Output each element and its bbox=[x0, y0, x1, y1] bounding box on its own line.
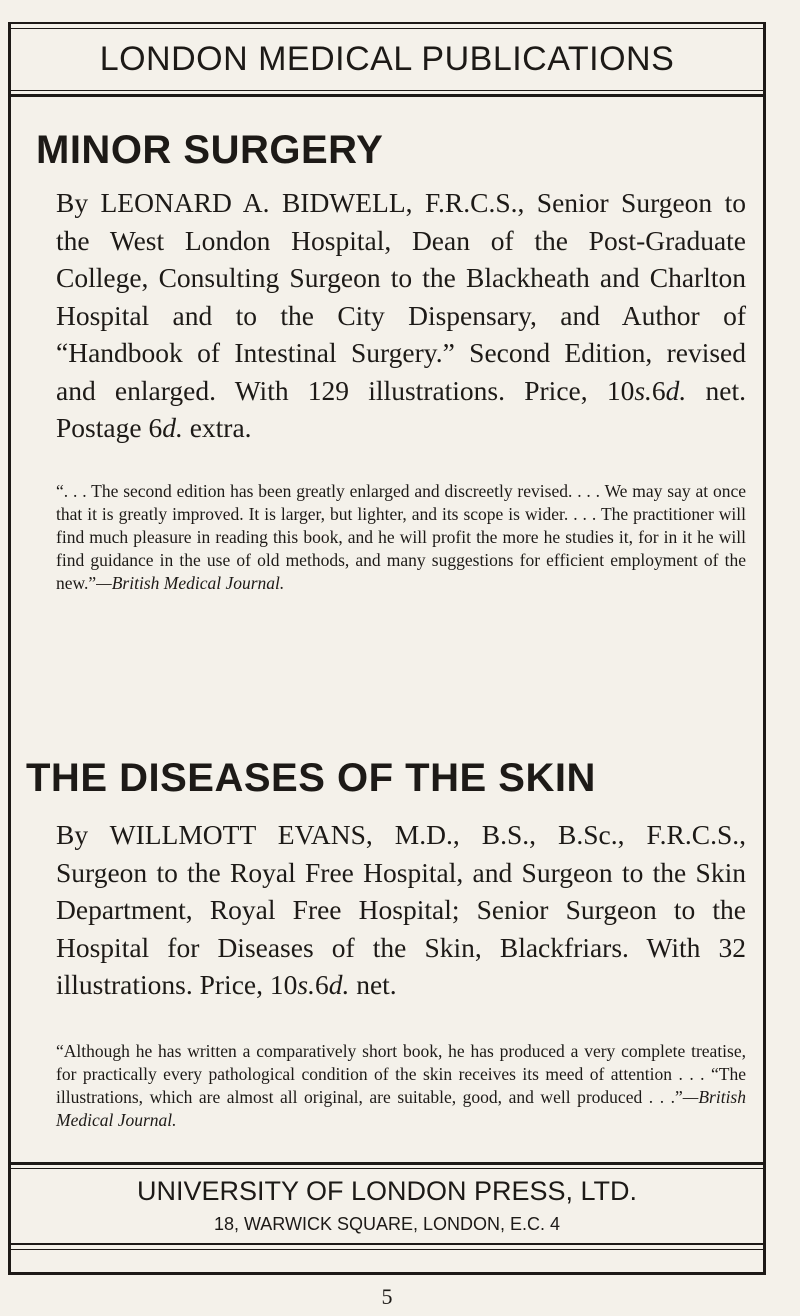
book-byline: By LEONARD A. BIDWELL, F.R.C.S., Senior Surgeon to the West London Hospital, Dean of the Post-Graduate College, Consulting Surgeon to the Blackheath and Charlton Hospital and to the City Dispensary, and Author of “Handbook of Intestinal Surgery.” Second Edition, revised and enlarged. With 129 illustrations. Price, 10s.6d. net. Postage 6d. extra. bbox=[56, 187, 746, 443]
book-review: “Although he has written a comparatively short book, he has produced a very complete treatise, for practically every pathological condition of the skin receives its meed of attention . . . “The illustrations, which are almost all original, are suitable, good, and well produced . . .”—British Medical Journal. bbox=[56, 1041, 746, 1130]
book-review: “. . . The second edition has been greatly enlarged and discreetly revised. . . . We may say at once that it is greatly improved. It is larger, but lighter, and its scope is wider. . . . The practitioner will find much pleasure in reading this book, and he will profit the more he studies it, for in it he will find guidance in the use of old methods, and many suggestions for efficient employment of the new.”—British Medical Journal. bbox=[56, 481, 746, 593]
top-rule-thin bbox=[8, 28, 766, 29]
page-number: 5 bbox=[381, 1284, 393, 1309]
header-title: LONDON MEDICAL PUBLICATIONS bbox=[99, 40, 675, 78]
bottom-rule bbox=[8, 1243, 766, 1245]
publisher-address: 18, WARWICK SQUARE, LONDON, E.C. 4 bbox=[213, 1214, 561, 1234]
top-rule bbox=[8, 22, 766, 24]
header-rule bbox=[8, 94, 766, 97]
book-title-minor-surgery: MINOR SURGERY bbox=[36, 128, 384, 172]
bottom-rule-frame bbox=[8, 1272, 766, 1275]
footer-rule-thin bbox=[8, 1168, 766, 1169]
book-title-diseases-of-the-skin: THE DISEASES OF THE SKIN bbox=[26, 756, 596, 800]
footer-rule bbox=[8, 1162, 766, 1165]
bottom-rule-thin bbox=[8, 1249, 766, 1250]
book-byline: By WILLMOTT EVANS, M.D., B.S., B.Sc., F.R.C.S., Surgeon to the Royal Free Hospital, and Surgeon to the Skin Department, Royal Free Hospital; Senior Surgeon to the Hospital for Diseases of the Skin, Blackfriars. With 32 illustrations. Price, 10s.6d. net. bbox=[56, 819, 746, 1000]
header-rule-thin bbox=[8, 90, 766, 91]
publisher-name: UNIVERSITY OF LONDON PRESS, LTD. bbox=[136, 1176, 638, 1206]
